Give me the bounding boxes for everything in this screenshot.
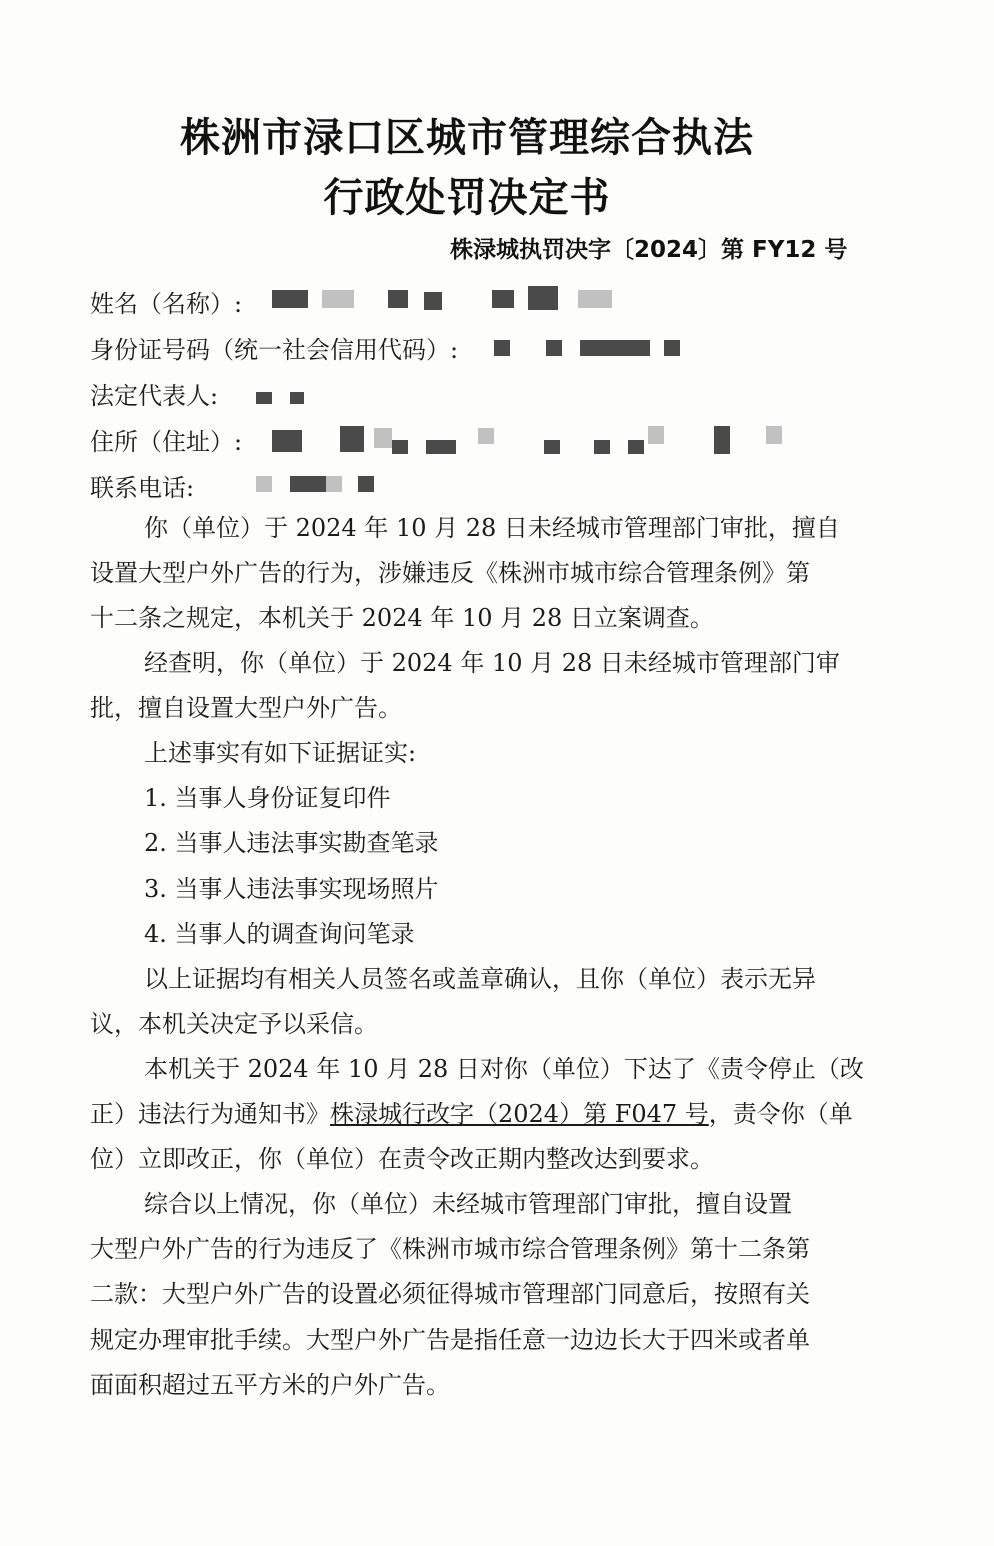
notice-number: 株渌城行改字（2024）第 F047 号: [330, 1100, 709, 1129]
title-line-1: 株洲市渌口区城市管理综合执法: [180, 115, 754, 161]
address-label: 住所（住址）:: [90, 428, 243, 456]
paragraph-evidence-accepted: 以上证据均有相关人员签名或盖章确认，且你（单位）表示无异 议，本机关决定予以采信。: [90, 965, 816, 1039]
evidence-item: 2. 当事人违法事实勘查笔录: [144, 829, 439, 858]
id-number-label: 身份证号码（统一社会信用代码）:: [90, 336, 459, 364]
phone-label: 联系电话:: [90, 474, 195, 502]
paragraph-correction-notice: 本机关于 2024 年 10 月 28 日对你（单位）下达了《责令停止（改 正）违法行为通知书》株渌城行改字（2024）第 F047 号，责令你（单 位）立即改正，你（单位）在责令改正期内整改达到要求。: [90, 1055, 864, 1174]
evidence-heading: 上述事实有如下证据证实:: [144, 739, 417, 767]
title-line-2: 行政处罚决定书: [323, 175, 611, 221]
paragraph-conclusion: 综合以上情况，你（单位）未经城市管理部门审批，擅自设置 大型户外广告的行为违反了《株洲市城市综合管理条例》第十二条第 二款：大型户外广告的设置必须征得城市管理部门同意后，按照有关 规定办理审批手续。大型户外广告是指任意一边边长大于四米或者单 面面积超过五平方米的户外广告。: [90, 1190, 810, 1399]
paragraph-findings: 经查明，你（单位）于 2024 年 10 月 28 日未经城市管理部门审 批，擅自设置大型户外广告。: [90, 649, 840, 723]
document-number: 株渌城执罚决字〔2024〕第 FY12 号: [450, 237, 848, 263]
paragraph-case-opening: 你（单位）于 2024 年 10 月 28 日未经城市管理部门审批，擅自 设置大型户外广告的行为，涉嫌违反《株洲市城市综合管理条例》第 十二条之规定，本机关于 2024 年 10 月 28 日立案调查。: [90, 514, 840, 633]
evidence-item: 3. 当事人违法事实现场照片: [144, 874, 439, 903]
evidence-item: 4. 当事人的调查询问笔录: [144, 919, 415, 948]
evidence-section: [90, 731, 846, 957]
evidence-item: 1. 当事人身份证复印件: [144, 784, 391, 813]
name-label: 姓名（名称）:: [90, 290, 243, 318]
legal-representative-label: 法定代表人:: [90, 382, 219, 410]
